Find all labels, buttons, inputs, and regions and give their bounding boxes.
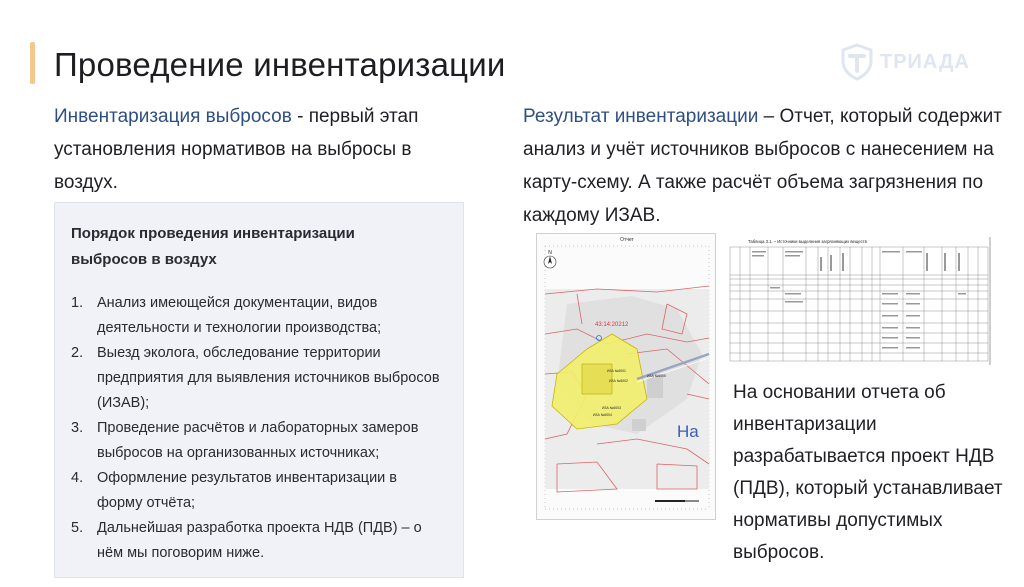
result-highlight: Результат инвентаризации bbox=[523, 106, 759, 127]
intro-text: - первый этап установления нормативов на выбросы в воздух. bbox=[54, 106, 419, 193]
site-map-image bbox=[536, 233, 716, 520]
step-item bbox=[71, 291, 445, 341]
parcel-label: 43:14:20212 bbox=[595, 322, 629, 328]
step-text: Выезд эколога, обследование территории предприятия для выявления источников выбросов (ИЗАВ); bbox=[97, 345, 440, 411]
step-text: Проведение расчётов и лабораторных замеров выбросов на организованных источниках; bbox=[97, 420, 419, 461]
step-number: 1. bbox=[71, 295, 84, 311]
step-text: Анализ имеющейся документации, видов деятельности и технологии производства; bbox=[97, 295, 382, 336]
sources-table-drawing bbox=[728, 237, 991, 365]
step-number: 3. bbox=[71, 420, 84, 436]
step-text: Оформление результатов инвентаризации в форму отчёта; bbox=[97, 470, 398, 511]
page-title: Проведение инвентаризации bbox=[54, 46, 506, 83]
compass-label: N bbox=[548, 250, 552, 256]
steps-title: Порядок проведения инвентаризации выбросов в воздух bbox=[71, 225, 355, 268]
step-text: Дальнейшая разработка проекта НДВ (ПДВ) – о нём мы поговорим ниже. bbox=[97, 520, 422, 561]
step-number: 5. bbox=[71, 520, 84, 536]
steps-list bbox=[71, 291, 445, 566]
map-caption: Отчет bbox=[620, 237, 634, 243]
logo-text: ТРИАДА bbox=[880, 50, 970, 73]
map-source-label: ИЗА №6001 bbox=[607, 369, 626, 373]
step-item bbox=[71, 416, 445, 466]
conclusion-paragraph: На основании отчета об инвентаризации разрабатывается проект НДВ (ПДВ), который устанавливает нормативы допустимых выбросов. bbox=[733, 382, 1003, 563]
company-logo bbox=[840, 42, 970, 82]
site-map-drawing bbox=[537, 234, 716, 520]
result-text: – Отчет, который содержит анализ и учёт источников выбросов с нанесением на карту-схему. А также расчёт объема загрязнения по каждому ИЗАВ. bbox=[523, 106, 1002, 226]
map-source-label: ИЗА №6002 bbox=[609, 379, 628, 383]
map-source-label: ИЗА №6004 bbox=[593, 413, 612, 417]
step-item bbox=[71, 341, 445, 416]
step-number: 4. bbox=[71, 470, 84, 486]
step-number: 2. bbox=[71, 345, 84, 361]
map-overlay-text: На bbox=[677, 422, 699, 441]
intro-highlight: Инвентаризация выбросов bbox=[54, 106, 292, 127]
map-source-label: ИЗА №6003 bbox=[602, 406, 621, 410]
title-accent-bar bbox=[30, 42, 35, 84]
step-item bbox=[71, 516, 445, 566]
intro-paragraph bbox=[54, 100, 474, 199]
shield-logo-icon bbox=[840, 43, 874, 81]
step-item bbox=[71, 466, 445, 516]
table-caption: Таблица 3.1. – Источники выделения загрязняющих веществ bbox=[748, 239, 867, 244]
map-source-label: ИЗА №6005 bbox=[647, 374, 666, 378]
sources-table-image bbox=[728, 237, 991, 365]
steps-panel bbox=[54, 202, 464, 578]
result-paragraph bbox=[523, 100, 1013, 232]
